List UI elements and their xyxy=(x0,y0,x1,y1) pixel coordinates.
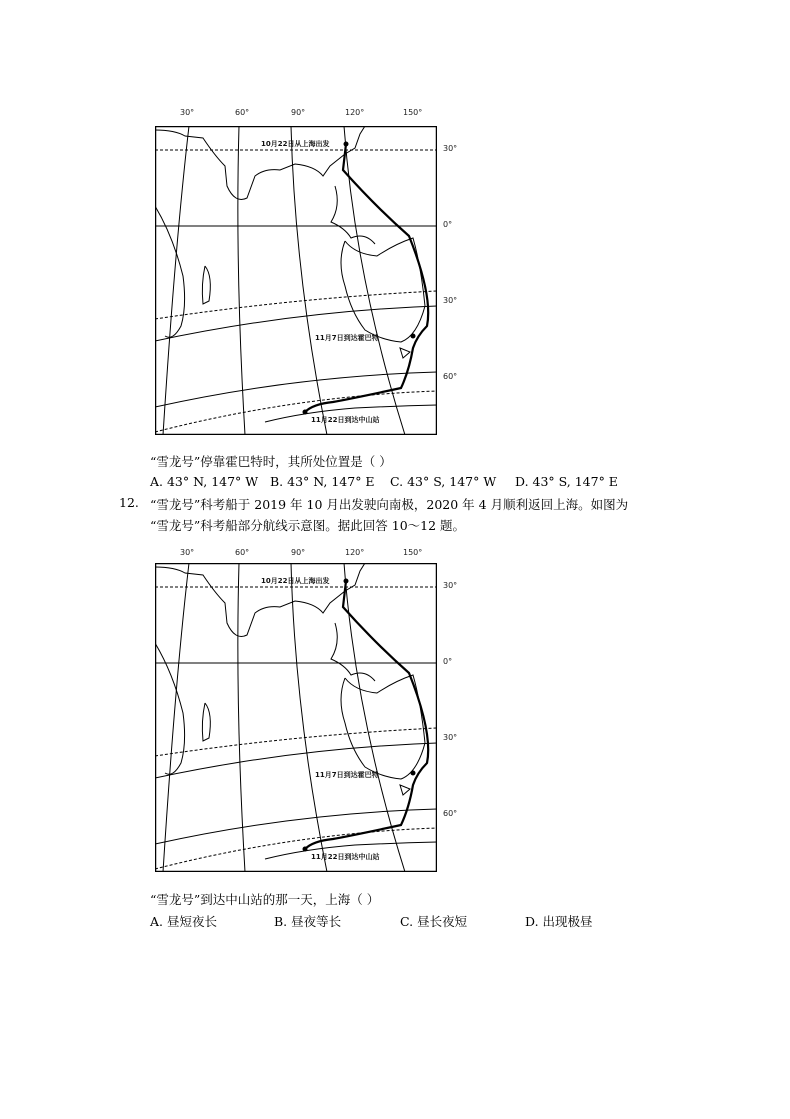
question-number: 12. xyxy=(119,495,139,510)
lat-label: 60° xyxy=(443,809,458,818)
route-map-2-svg xyxy=(155,563,437,872)
question-shanghai-options xyxy=(0,912,790,928)
lat-label: 30° xyxy=(443,733,458,742)
label-hobart: 11月7日到达霍巴特 xyxy=(315,334,379,342)
lon-label: 90° xyxy=(291,108,306,117)
lat-label: 30° xyxy=(443,296,458,305)
lon-label: 60° xyxy=(235,108,250,117)
option-d[interactable]: D. 43° S, 147° E xyxy=(515,474,618,489)
intro-line-1: “雪龙号”科考船于 2019 年 10 月出发驶向南极，2020 年 4 月顺利返回上海。如图为 xyxy=(150,497,629,512)
lon-label: 150° xyxy=(403,108,423,117)
lat-label: 30° xyxy=(443,144,458,153)
option-c[interactable]: C. 昼长夜短 xyxy=(400,914,468,929)
label-depart: 10月22日从上海出发 xyxy=(261,140,330,148)
lat-label: 0° xyxy=(443,657,453,666)
lat-label: 60° xyxy=(443,372,458,381)
lon-label: 90° xyxy=(291,548,306,557)
label-hobart: 11月7日到达霍巴特 xyxy=(315,771,379,779)
intro-line-2: “雪龙号”科考船部分航线示意图。据此回答 10～12 题。 xyxy=(150,518,466,533)
route-map-2 xyxy=(155,563,437,872)
option-c[interactable]: C. 43° S, 147° W xyxy=(390,474,497,489)
lon-label: 30° xyxy=(180,108,195,117)
lon-label: 30° xyxy=(180,548,195,557)
option-d[interactable]: D. 出现极昼 xyxy=(525,914,593,929)
option-a[interactable]: A. 43° N, 147° W xyxy=(150,474,259,489)
label-zhongshan: 11月22日到达中山站 xyxy=(311,853,380,861)
question-shanghai-stem: “雪龙号”到达中山站的那一天，上海（ ） xyxy=(150,892,380,907)
label-zhongshan: 11月22日到达中山站 xyxy=(311,416,380,424)
lon-label: 120° xyxy=(345,548,365,557)
option-b[interactable]: B. 昼夜等长 xyxy=(274,914,342,929)
lat-label: 0° xyxy=(443,220,453,229)
lat-label: 30° xyxy=(443,581,458,590)
lon-label: 120° xyxy=(345,108,365,117)
option-a[interactable]: A. 昼短夜长 xyxy=(150,914,217,929)
option-b[interactable]: B. 43° N, 147° E xyxy=(270,474,375,489)
label-depart: 10月22日从上海出发 xyxy=(261,577,330,585)
lon-label: 60° xyxy=(235,548,250,557)
question-hobart-stem: “雪龙号”停靠霍巴特时，其所处位置是（ ） xyxy=(150,454,392,469)
lon-label: 150° xyxy=(403,548,423,557)
